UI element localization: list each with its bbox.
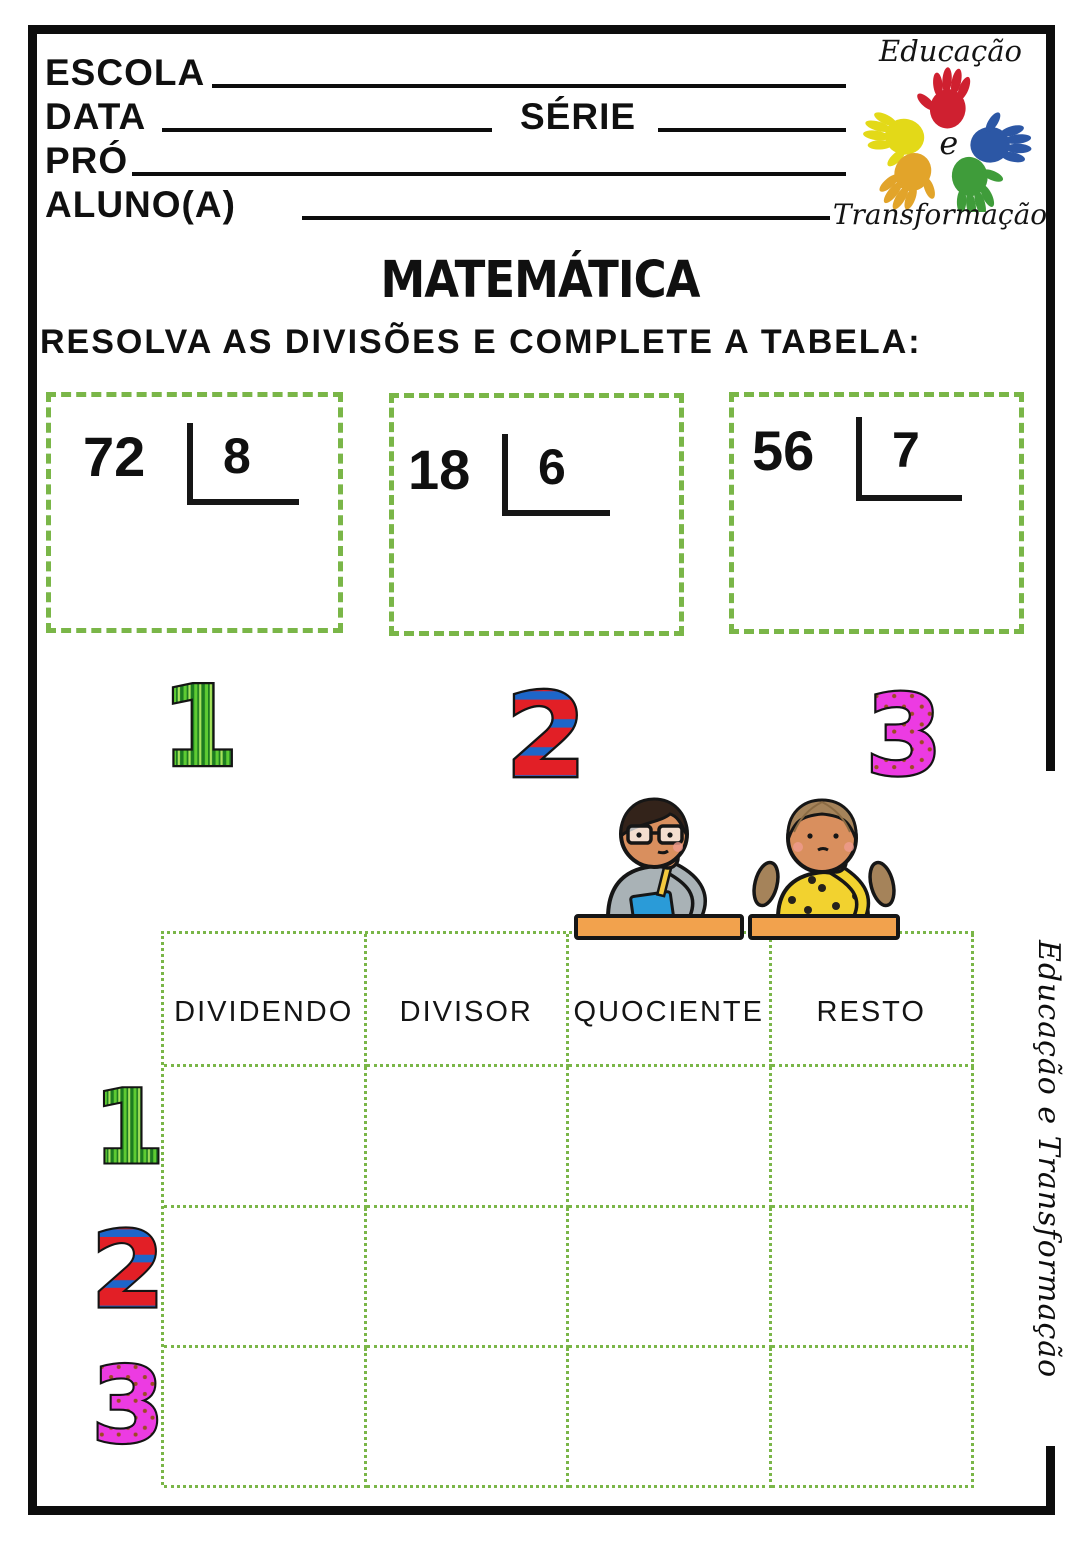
divisor-value: 8	[223, 428, 251, 484]
logo-text-bottom: Transformação	[832, 198, 1048, 231]
row-number-marker-2	[88, 1208, 168, 1332]
column-header-resto: RESTO	[772, 934, 975, 1067]
column-header-quociente: QUOCIENTE	[569, 934, 772, 1067]
instruction-text: RESOLVA AS DIVISÕES E COMPLETE A TABELA:	[40, 323, 922, 361]
side-brand-text: Educação e Transformação	[1031, 940, 1066, 1379]
row-number-marker-1	[92, 1068, 166, 1188]
column-header-dividendo: DIVIDENDO	[164, 934, 367, 1067]
table-cell-r2-quociente[interactable]	[569, 1208, 772, 1348]
dividend-value: 18	[408, 438, 471, 501]
boy-student	[576, 799, 742, 938]
table-cell-r3-resto[interactable]	[772, 1348, 975, 1488]
handprint-blue-icon	[969, 109, 1032, 166]
problem-number-marker-2	[504, 670, 588, 805]
division-bracket	[856, 417, 962, 501]
teacher-label: PRÓ	[45, 140, 129, 181]
dividend-value: 56	[752, 419, 815, 482]
table-cell-r1-dividendo[interactable]	[164, 1067, 367, 1208]
svg-text:3: 3	[91, 1344, 165, 1467]
table-cell-r2-divisor[interactable]	[367, 1208, 570, 1348]
table-cell-r1-divisor[interactable]	[367, 1067, 570, 1208]
handprints-logo	[846, 62, 1046, 212]
table-cell-r3-dividendo[interactable]	[164, 1348, 367, 1488]
page-title: MATEMÁTICA	[380, 250, 700, 310]
school-label: ESCOLA	[45, 52, 206, 93]
divisor-value: 7	[892, 422, 920, 478]
divisor-value: 6	[538, 439, 566, 495]
table-cell-r1-resto[interactable]	[772, 1067, 975, 1208]
students-illustration	[570, 792, 905, 948]
division-box-2[interactable]	[389, 393, 684, 636]
grade-label: SÉRIE	[520, 96, 637, 137]
grade-field-line[interactable]	[658, 128, 846, 132]
student-field-line[interactable]	[302, 216, 830, 220]
problem-number-marker-1	[160, 663, 240, 792]
division-box-1[interactable]	[46, 392, 343, 633]
table-cell-r2-resto[interactable]	[772, 1208, 975, 1348]
teacher-field-line[interactable]	[132, 172, 846, 176]
svg-text:2: 2	[505, 670, 587, 805]
desk	[576, 916, 742, 938]
handprint-red-icon	[911, 63, 974, 131]
division-bracket	[502, 434, 610, 516]
column-header-divisor: DIVISOR	[367, 934, 570, 1067]
page-border-right-top	[1046, 25, 1055, 771]
division-box-3[interactable]	[729, 392, 1024, 634]
table-cell-r2-dividendo[interactable]	[164, 1208, 367, 1348]
logo-connector: e	[939, 123, 959, 162]
row-number-marker-3	[90, 1344, 166, 1467]
logo-text-top: Educação	[879, 34, 1022, 68]
school-field-line[interactable]	[212, 84, 846, 88]
svg-text:1: 1	[93, 1068, 165, 1188]
svg-text:3: 3	[865, 672, 943, 801]
problem-number-marker-3	[864, 672, 944, 801]
dividend-value: 72	[83, 425, 146, 488]
student-label: ALUNO(A)	[45, 184, 236, 225]
division-table	[161, 931, 974, 1485]
division-bracket	[187, 423, 299, 505]
date-label: DATA	[45, 96, 147, 137]
page-border-right-bottom	[1046, 1446, 1055, 1515]
table-cell-r3-quociente[interactable]	[569, 1348, 772, 1488]
svg-text:1: 1	[161, 663, 239, 792]
table-cell-r3-divisor[interactable]	[367, 1348, 570, 1488]
girl-student	[750, 800, 898, 938]
svg-text:2: 2	[91, 1208, 165, 1332]
table-cell-r1-quociente[interactable]	[569, 1067, 772, 1208]
date-field-line[interactable]	[162, 128, 492, 132]
desk	[750, 916, 898, 938]
